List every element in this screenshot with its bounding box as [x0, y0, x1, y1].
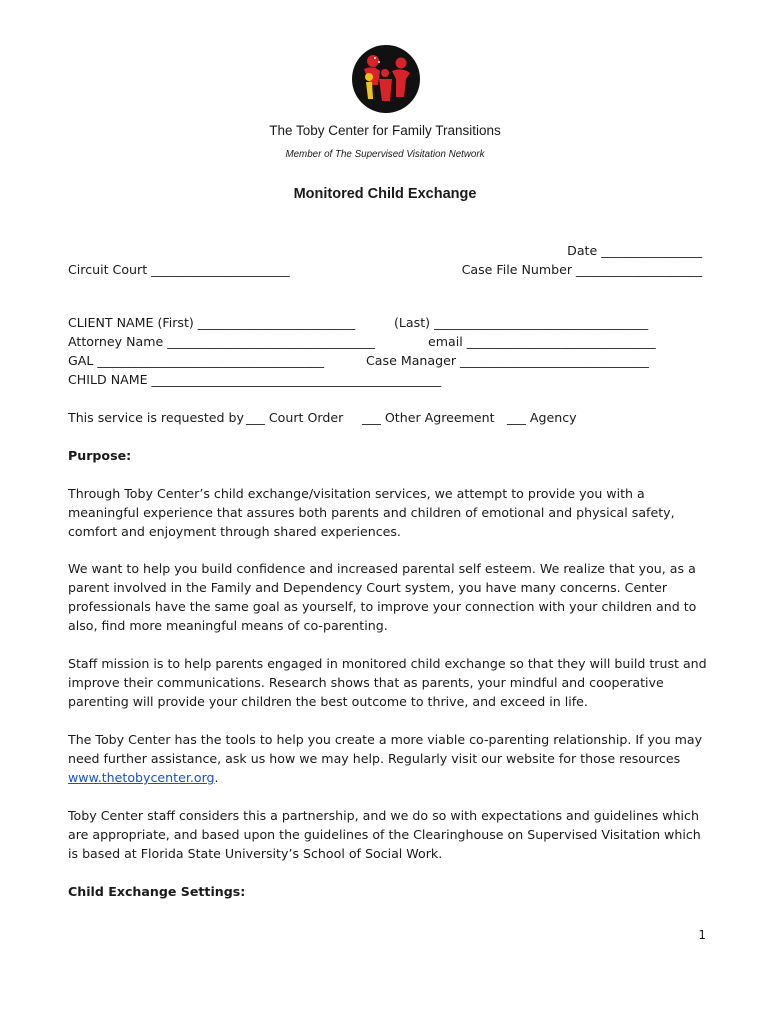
- paragraph-5: Toby Center staff considers this a partnership, and we do so with expectations and guidelines which are appropriate, and based upon the guidelines of the Clearinghouse on Supervised Visitation which is based at Florida State University’s School of Social Work.: [68, 808, 701, 861]
- date-field[interactable]: Date ________________: [567, 243, 702, 258]
- purpose-heading: Purpose:: [68, 448, 132, 463]
- requested-by-label: This service is requested by: [68, 410, 244, 425]
- court-order-option[interactable]: ___ Court Order: [246, 410, 344, 425]
- attorney-name-field[interactable]: Attorney Name _________________________________: [68, 334, 376, 349]
- page-title: Monitored Child Exchange: [293, 186, 477, 202]
- paragraph-3: Staff mission is to help parents engaged in monitored child exchange so that they will build trust and improve their communications. Research shows that as parents, your mindful and cooperative parenting will provide your children the best outcome to thrive, and exceed in life.: [68, 656, 707, 709]
- paragraph-1: Through Toby Center’s child exchange/visitation services, we attempt to provide you with a meaningful experience that assures both parents and children of emotional and physical safety, comfort and enjoyment through shared experiences.: [68, 486, 675, 539]
- client-last-name-field[interactable]: (Last) __________________________________: [394, 315, 649, 330]
- toby-center-logo: [352, 45, 420, 113]
- paragraph-2: We want to help you build confidence and increased parental self esteem. We realize that you, as a parent involved in the Family and Dependency Court system, you have many concerns. Center professionals have the same goal as yourself, to improve your connection with your children and to also, find more meaningful means of co-parenting.: [68, 561, 697, 633]
- website-link[interactable]: www.thetobycenter.org: [68, 770, 215, 785]
- agency-option[interactable]: ___ Agency: [507, 410, 577, 425]
- page-number: 1: [698, 928, 706, 942]
- case-manager-field[interactable]: Case Manager ______________________________: [366, 353, 649, 368]
- paragraph-4-text: The Toby Center has the tools to help you create a more viable co-parenting relationship. If you may need further assistance, ask us how we may help. Regularly visit our website for those resources: [68, 732, 703, 766]
- case-file-number-field[interactable]: Case File Number ____________________: [461, 262, 702, 277]
- org-name: The Toby Center for Family Transitions: [269, 123, 501, 138]
- child-name-field[interactable]: CHILD NAME ______________________________________________: [68, 372, 442, 387]
- client-first-name-field[interactable]: CLIENT NAME (First) _________________________: [68, 315, 356, 330]
- gal-field[interactable]: GAL ____________________________________: [68, 353, 325, 368]
- paragraph-4-end: .: [214, 770, 219, 785]
- other-agreement-option[interactable]: ___ Other Agreement: [362, 410, 495, 425]
- email-field[interactable]: email ______________________________: [428, 334, 656, 349]
- org-subtitle: Member of The Supervised Visitation Network: [285, 149, 485, 160]
- child-exchange-settings-heading: Child Exchange Settings:: [68, 884, 246, 899]
- paragraph-4: [68, 730, 708, 787]
- circuit-court-field[interactable]: Circuit Court ______________________: [68, 262, 290, 277]
